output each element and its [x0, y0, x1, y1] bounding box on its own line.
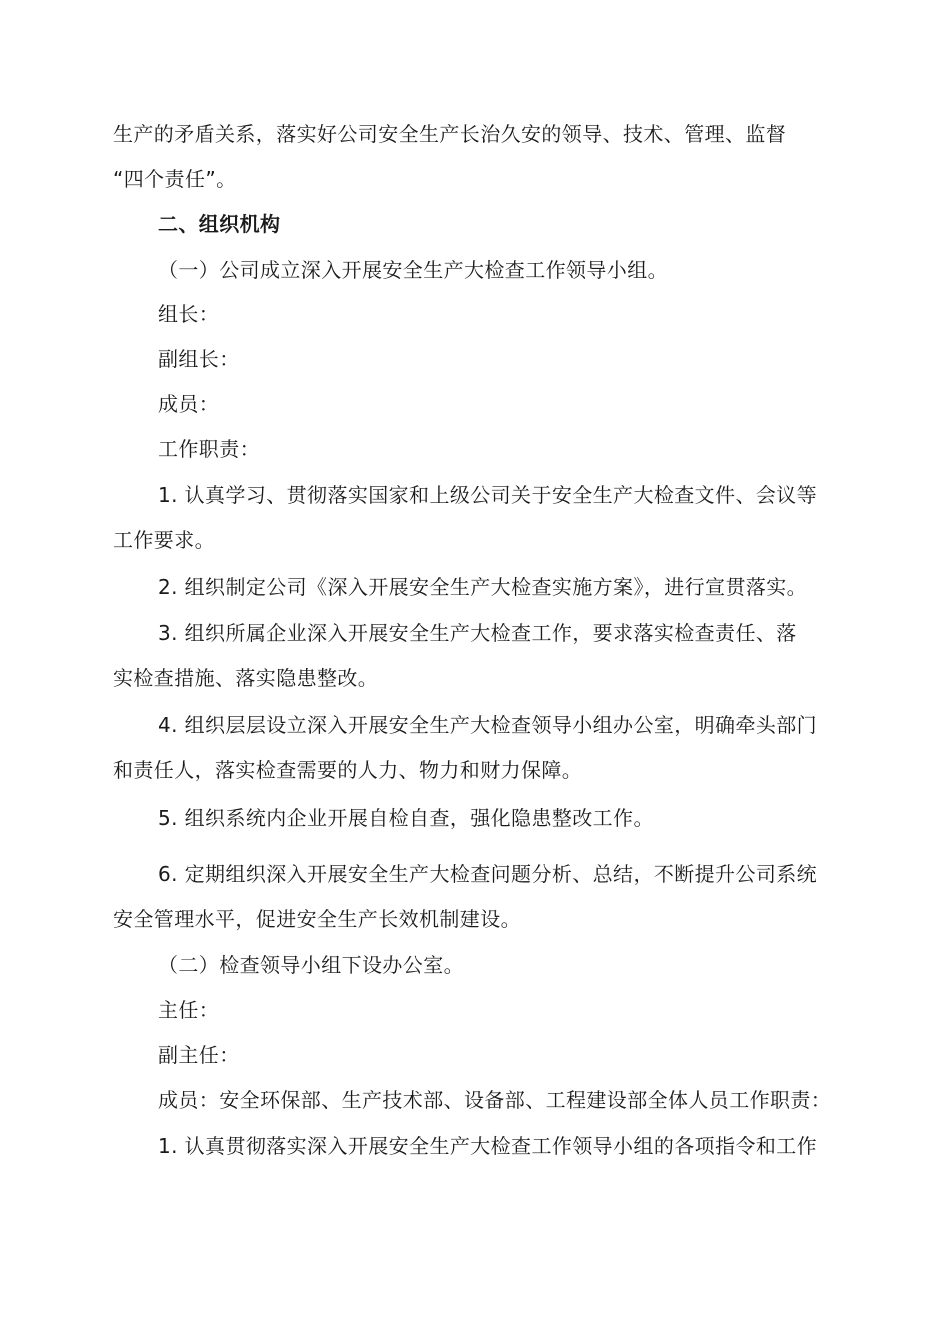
list-item: 4. 组织层层设立深入开展安全生产大检查领导小组办公室，明确牵头部门 — [158, 713, 818, 737]
subsection-heading: （一）公司成立深入开展安全生产大检查工作领导小组。 — [158, 258, 668, 282]
paragraph-line: “四个责任”。 — [113, 167, 237, 191]
list-item: 1. 认真贯彻落实深入开展安全生产大检查工作领导小组的各项指令和工作 — [158, 1134, 818, 1158]
paragraph-line: 生产的矛盾关系，落实好公司安全生产长治久安的领导、技术、管理、监督 — [113, 122, 787, 146]
list-item-continuation: 安全管理水平，促进安全生产长效机制建设。 — [113, 907, 521, 931]
members-line: 成员：安全环保部、生产技术部、设备部、工程建设部全体人员工作职责： — [158, 1088, 832, 1112]
role-label: 成员： — [158, 392, 220, 416]
list-item-continuation: 和责任人，落实检查需要的人力、物力和财力保障。 — [113, 758, 583, 782]
subsection-heading: （二）检查领导小组下设办公室。 — [158, 953, 464, 977]
role-label: 副组长： — [158, 347, 240, 371]
list-item: 5. 组织系统内企业开展自检自查，强化隐患整改工作。 — [158, 806, 654, 830]
list-item-continuation: 工作要求。 — [113, 528, 215, 552]
list-item-continuation: 实检查措施、落实隐患整改。 — [113, 666, 379, 690]
role-label: 副主任： — [158, 1043, 240, 1067]
list-item: 3. 组织所属企业深入开展安全生产大检查工作，要求落实检查责任、落 — [158, 621, 797, 645]
list-item: 1. 认真学习、贯彻落实国家和上级公司关于安全生产大检查文件、会议等 — [158, 483, 818, 507]
role-label: 主任： — [158, 998, 220, 1022]
list-item: 2. 组织制定公司《深入开展安全生产大检查实施方案》，进行宣贯落实。 — [158, 575, 808, 599]
role-label: 组长： — [158, 302, 220, 326]
list-item: 6. 定期组织深入开展安全生产大检查问题分析、总结，不断提升公司系统 — [158, 862, 818, 886]
section-heading: 二、组织机构 — [158, 212, 281, 236]
duties-label: 工作职责： — [158, 437, 260, 461]
